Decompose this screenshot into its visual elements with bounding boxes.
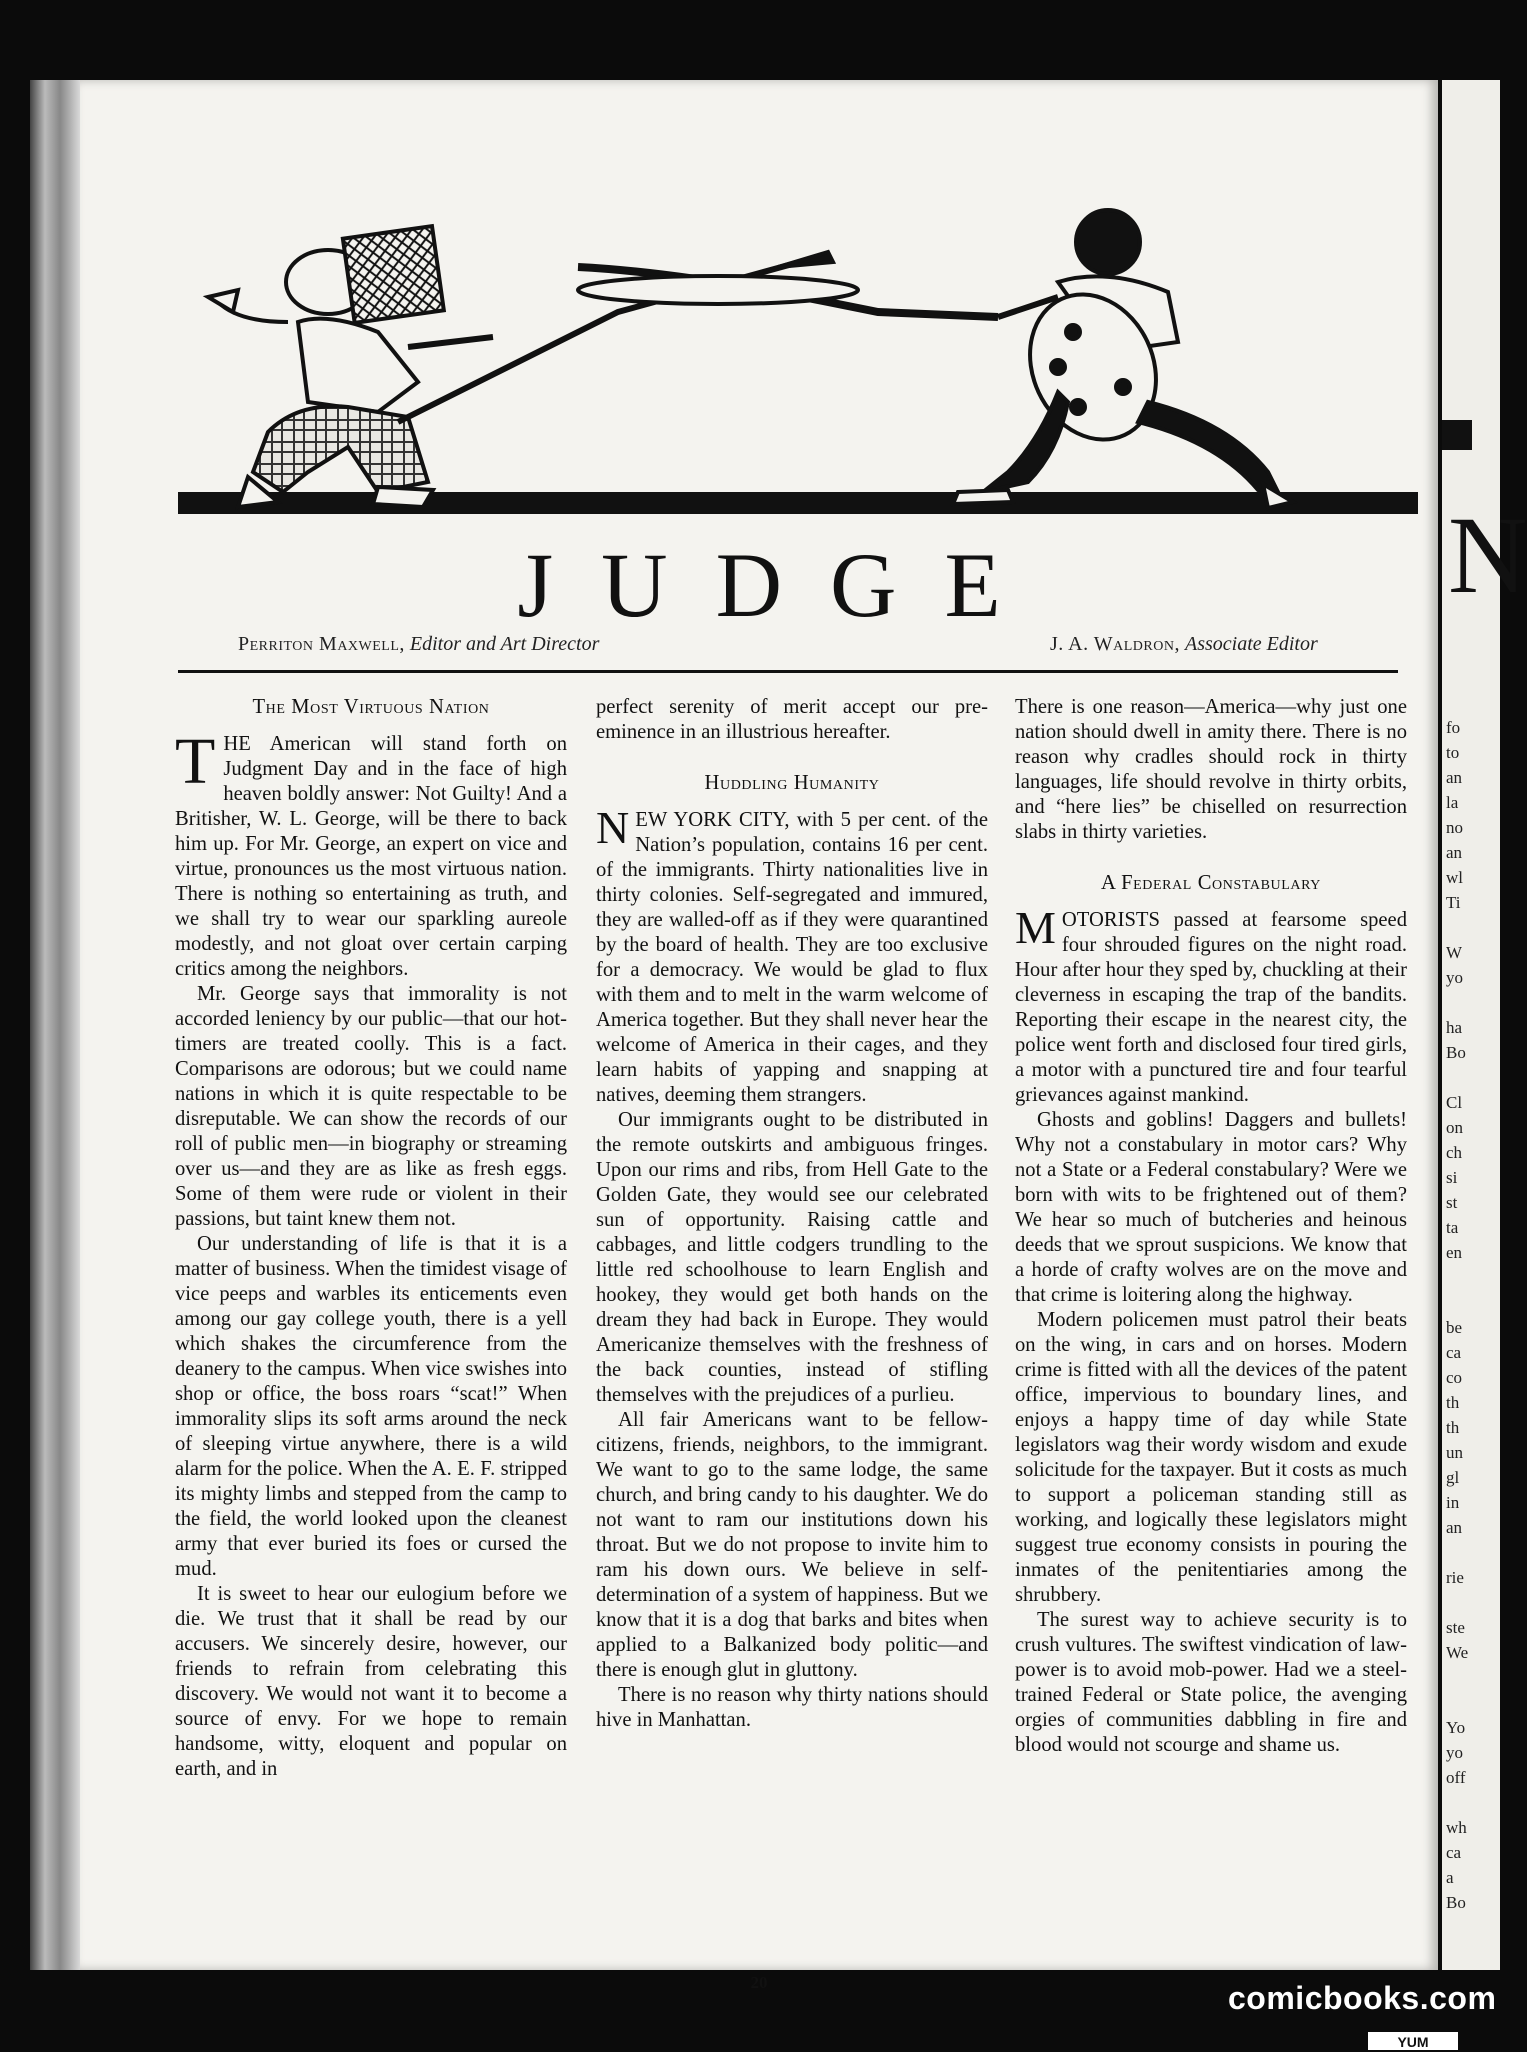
adjacent-page-initial: N xyxy=(1448,494,1527,616)
adjacent-page-fragment: to xyxy=(1446,743,1460,762)
adjacent-page-fragment: in xyxy=(1446,1493,1460,1512)
magazine-page xyxy=(80,80,1438,1992)
adjacent-page-fragment: Bo xyxy=(1446,1043,1466,1062)
adjacent-page-fragment: W xyxy=(1446,943,1463,962)
adjacent-page-fragment: on xyxy=(1446,1118,1463,1137)
adjacent-page-fragment: Yo xyxy=(1446,1718,1466,1737)
article-paragraph xyxy=(175,725,567,982)
column-3 xyxy=(1015,695,1407,1758)
drop-cap: N xyxy=(596,802,630,853)
article-paragraph: Mr. George says that immorality is not accorded leniency by our public—that our hot-timers are treated coolly. This is a fact. Comparisons are odorous; but we could name nations in which it is quite respectable to be disreputable. We can show the records of our roll of public men—in biography or streaming over us—and they are as like as fresh eggs. Some of them were rude or violent in their passions, but taint knew them not. xyxy=(175,983,567,1230)
left-fencer xyxy=(208,226,833,507)
adjacent-page-fragment: th xyxy=(1446,1393,1460,1412)
fencing-cartoon-icon xyxy=(178,172,1418,532)
adjacent-page-fragment: ta xyxy=(1446,1218,1459,1237)
article-paragraph: All fair Americans want to be fellow-citizens, friends, neighbors, to the immigrant. We want to go to the same lodge, the same church, and bring candy to his daughter. We do not want to ram our institutions down his throat. But we do not propose to invite him to ram his down ours. We believe in self-determination of a system of happiness. But we know that it is a dog that barks and bites when applied to a Balkanized body politic—and there is enough glut in gluttony. xyxy=(596,1409,988,1681)
article-paragraph: The surest way to achieve security is to crush vultures. The swiftest vindication of law-power is to avoid mob-power. Had we a steel-trained Federal or State police, the avenging orgies of communities dabbling in fire and blood would not scourge and shame us. xyxy=(1015,1609,1407,1756)
adjacent-page-fragment: off xyxy=(1446,1768,1466,1787)
right-fencer xyxy=(578,210,1293,508)
drop-cap: T xyxy=(175,725,216,798)
article-paragraph xyxy=(596,802,988,1108)
editor-credit xyxy=(238,632,599,656)
masthead-title: JUDGE xyxy=(517,534,1049,636)
article-paragraph: There is no reason why thirty nations should hive in Manhattan. xyxy=(596,1684,988,1731)
adjacent-page-fragment: rie xyxy=(1446,1568,1464,1587)
drop-cap: M xyxy=(1015,902,1056,953)
adjacent-page-fragment: Ti xyxy=(1446,893,1461,912)
article-paragraph: Modern policemen must patrol their beats on the wing, in cars and on horses. Modern crime is fitted with all the devices of the patent office, impervious to boundary lines, and enjoys a happy time of day while State legislators wag their wordy wisdom and exude solicitude for the taxpayer. But it costs as much to support a policeman standing still as working, and logically these legislators might suggest true economy consists in pouring the inmates of the penitentiaries among the shrubbery. xyxy=(1015,1309,1407,1606)
adjacent-page-fragment: an xyxy=(1446,1518,1463,1537)
adjacent-page-fragment: We xyxy=(1446,1643,1469,1662)
adjacent-page-fragment: an xyxy=(1446,843,1463,862)
adjacent-page-fragment: st xyxy=(1446,1193,1458,1212)
article-heading-constabulary: A Federal Constabulary xyxy=(1101,872,1321,894)
associate-name: J. A. Waldron, xyxy=(1050,633,1180,655)
adjacent-page-fragment: fo xyxy=(1446,718,1461,737)
adjacent-page-fragment: an xyxy=(1446,768,1463,787)
adjacent-page-fragment: ste xyxy=(1446,1618,1465,1637)
adjacent-page-fragment: Cl xyxy=(1446,1093,1463,1112)
paragraph-text: OTORISTS passed at fearsome speed four shrouded figures on the night road. Hour after hour they sped by, chuckling at their cleverness in escaping the trap of the bandits. Reporting their escape in the nearest city, the police went forth and disclosed four tired girls, a motor with a punctured tire and four tearful grievances against mankind. xyxy=(1015,909,1407,1106)
adjacent-page-fragment: en xyxy=(1446,1243,1463,1262)
associate-role: Associate Editor xyxy=(1184,633,1318,655)
article-heading-huddling: Huddling Humanity xyxy=(704,772,880,794)
article-paragraph: perfect serenity of merit accept our pre-eminence in an illustrious hereafter. xyxy=(596,696,988,743)
article-paragraph: Ghosts and goblins! Daggers and bullets! Why not a constabulary in motor cars? Why not a State or a Federal constabulary? Were we born with wits to be frightened out of them? We hear so much of butcheries and heinous deeds that we sprout suspicions. We know that a horde of crafty wolves are on the move and that crime is loitering along the highway. xyxy=(1015,1109,1407,1306)
adjacent-page-fragment: th xyxy=(1446,1418,1460,1437)
adjacent-page-fragment: si xyxy=(1446,1168,1458,1187)
article-paragraph: Our understanding of life is that it is a matter of business. When the timidest visage of vice peeps and warbles its enticements even among our gay college youth, there is a yell which shakes the circumference from the deanery to the campus. When vice swishes into shop or office, the boss roars “scat!” When immorality slips its soft arms around the neck of sleeping virtue anywhere, there is a wild alarm for the police. When the A. E. F. stripped its mighty limbs and stepped from the camp to the field, the world looked upon the cleanest army that ever buried its foes or cursed the mud. xyxy=(175,1233,567,1580)
adjacent-page-fragment: un xyxy=(1446,1443,1463,1462)
corner-tag: YUM xyxy=(1368,2032,1458,2050)
article-paragraph: It is sweet to hear our eulogium before we die. We trust that it shall be read by our accusers. We sincerely desire, however, our friends to refrain from celebrating this discovery. We would not want it to become a source of envy. For we hope to remain handsome, witty, eloquent and popular on earth, and in xyxy=(175,1583,567,1780)
adjacent-page-fragment: wl xyxy=(1446,868,1463,887)
adjacent-page-fragment: ha xyxy=(1446,1018,1463,1037)
adjacent-page-fragment: be xyxy=(1446,1318,1463,1337)
column-2 xyxy=(596,695,988,1733)
article-paragraph xyxy=(1015,902,1407,1108)
editor-role: Editor and Art Director xyxy=(409,633,600,655)
associate-credit xyxy=(1050,632,1318,656)
heading-bar xyxy=(1442,420,1472,450)
adjacent-page-fragment: ca xyxy=(1446,1343,1462,1362)
editor-name: Perriton Maxwell, xyxy=(238,633,405,655)
article-paragraph: There is one reason—America—why just one nation should dwell in amity there. There is no reason why cradles should rock in thirty languages, life should revolve in thirty orbits, and “here lies” be chiselled on resurrection slabs in thirty varieties. xyxy=(1015,696,1407,843)
watermark-text: comicbooks.com xyxy=(1228,1980,1497,2016)
book-spine xyxy=(30,80,80,1970)
article-paragraph: Our immigrants ought to be distributed in the remote outskirts and ambiguous fringes. Upon our rims and ribs, from Hell Gate to the Golden Gate, they would see our celebrated sun of opportunity. Raising cattle and cabbages, and little codgers trundling to the little red schoolhouse to learn English and hookey, they would get both hands on the dream they had back in Europe. They would Americanize themselves with the freshness of the back counties, instead of stifling themselves with the prejudices of a purlieu. xyxy=(596,1109,988,1406)
page-number: 20 xyxy=(750,1973,768,1992)
fencing-cartoon-illustration xyxy=(178,172,1418,532)
adjacent-page-edge xyxy=(1442,80,1527,1970)
paragraph-text: HE American will stand forth on Judgment Day and in the face of high heaven boldly answer: Not Guilty! And a Britisher, W. L. George, will be there to back him up. For Mr. George, an expert on vice and virtue, pronounces us the most virtuous nation. There is nothing so entertaining as truth, and we shall try to wear our sparkling aureole modestly, and not gloat over certain carping critics among the neighbors. xyxy=(175,733,567,980)
adjacent-page-fragment: co xyxy=(1446,1368,1463,1387)
column-1 xyxy=(175,695,567,1782)
paragraph-text: EW YORK CITY, with 5 per cent. of the Nation’s population, contains 16 per cent. of the immigrants. Thirty nationalities live in thirty colonies. Self-segregated and immured, they are walled-off as if they were quarantined by the board of health. They are too exclusive for a democracy. We would be glad to flux with them and to melt in the warm welcome of America together. But they shall never hear the welcome of America in their cages, and they learn habits of yapping and snapping at natives, deeming them strangers. xyxy=(596,809,988,1106)
adjacent-page-fragment: Bo xyxy=(1446,1893,1466,1912)
adjacent-page-fragment: wh xyxy=(1446,1818,1467,1837)
adjacent-page-fragment: ca xyxy=(1446,1843,1462,1862)
adjacent-page-fragment: yo xyxy=(1446,968,1463,987)
adjacent-page-fragment: gl xyxy=(1446,1468,1460,1487)
adjacent-page-fragment: a xyxy=(1446,1868,1454,1887)
masthead-rule xyxy=(178,670,1398,673)
adjacent-page-fragment: yo xyxy=(1446,1743,1463,1762)
adjacent-page-fragment: no xyxy=(1446,818,1463,837)
article-heading-virtuous: The Most Virtuous Nation xyxy=(252,696,490,718)
adjacent-page-fragment: la xyxy=(1446,793,1459,812)
adjacent-page-fragment: ch xyxy=(1446,1143,1463,1162)
